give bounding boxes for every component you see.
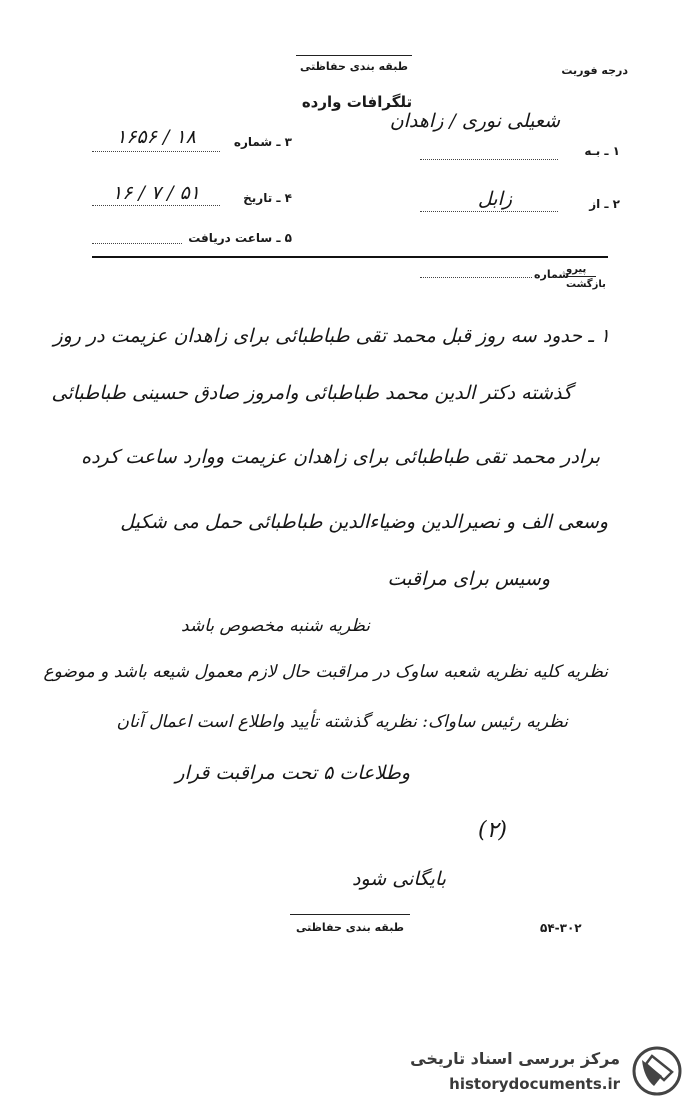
archive-signature: بایگانی شود (352, 868, 447, 890)
date-value: ۱۶ / ۷ / ۵۱ (112, 182, 200, 204)
number-label: ۳ ـ شماره (233, 135, 292, 149)
date-dotted-line (92, 204, 220, 206)
to-value: شعیلی نوری / زاهدان (389, 110, 560, 132)
page-mark: (۲) (478, 818, 507, 843)
return-ref-number-label: شماره (534, 268, 570, 281)
date-label: ۴ ـ تاریخ (243, 191, 292, 205)
body-line: برادر محمد تقی طباطبائی برای زاهدان عزیمت ووارد ساعت کرده (81, 446, 600, 468)
body-line: وسیس برای مراقبت (387, 568, 550, 590)
return-ref-bottom: بازگشت (566, 279, 606, 290)
body-line: نظریه کلیه نظریه شعبه ساوک در مراقبت حال لازم معمول شیعه باشد و موضوع (43, 662, 608, 682)
classification-header: طبقه بندی حفاظتی (299, 60, 409, 73)
from-label: ۲ ـ از (589, 197, 620, 211)
body-line: نظریه شنبه مخصوص باشد (181, 616, 370, 636)
urgency-label: درجه فوریت (561, 64, 628, 77)
document-title: تلگرافات وارده (301, 93, 413, 111)
body-line: ۱ ـ حدود سه روز قبل محمد تقی طباطبائی برای زاهدان عزیمت در روز (53, 325, 610, 347)
to-label: ۱ ـ بـه (584, 144, 620, 158)
body-line: وطلاعات ۵ تحت مراقبت قرار (175, 762, 410, 784)
body-line: نظریه رئیس ساواک: نظریه گذشته تأیید واطلاع است اعمال آنان (116, 712, 568, 732)
number-value: ۱۶۵۶ / ۱۸ (116, 126, 196, 148)
return-ref-dotted-line (420, 276, 532, 278)
classification-footer: طبقه بندی حفاظتی (295, 921, 405, 934)
number-dotted-line (92, 150, 220, 152)
from-dotted-line (420, 210, 558, 212)
header-divider (92, 256, 608, 258)
to-dotted-line (420, 158, 558, 160)
classification-rule-bottom (290, 914, 410, 915)
time-dotted-line (92, 242, 182, 244)
classification-rule-top (296, 55, 412, 56)
archive-logo-icon (632, 1046, 682, 1096)
watermark-url: historydocuments.ir (449, 1075, 620, 1093)
from-value: زابل (477, 188, 513, 210)
time-received-label: ۵ ـ ساعت دریافت (188, 231, 292, 245)
return-ref-top: پیرو (566, 264, 587, 275)
watermark-title: مرکز بررسی اسناد تاریخی (410, 1049, 620, 1068)
return-ref-fraction-line (566, 276, 596, 277)
form-code: ۵۴-۳۰۲ (540, 921, 582, 935)
body-line: وسعی الف و نصیرالدین وضیاءالدین طباطبائی حمل می شکیل (120, 511, 608, 533)
body-line: گذشته دکتر الدین محمد طباطبائی وامروز صادق حسینی طباطبائی (51, 382, 572, 404)
